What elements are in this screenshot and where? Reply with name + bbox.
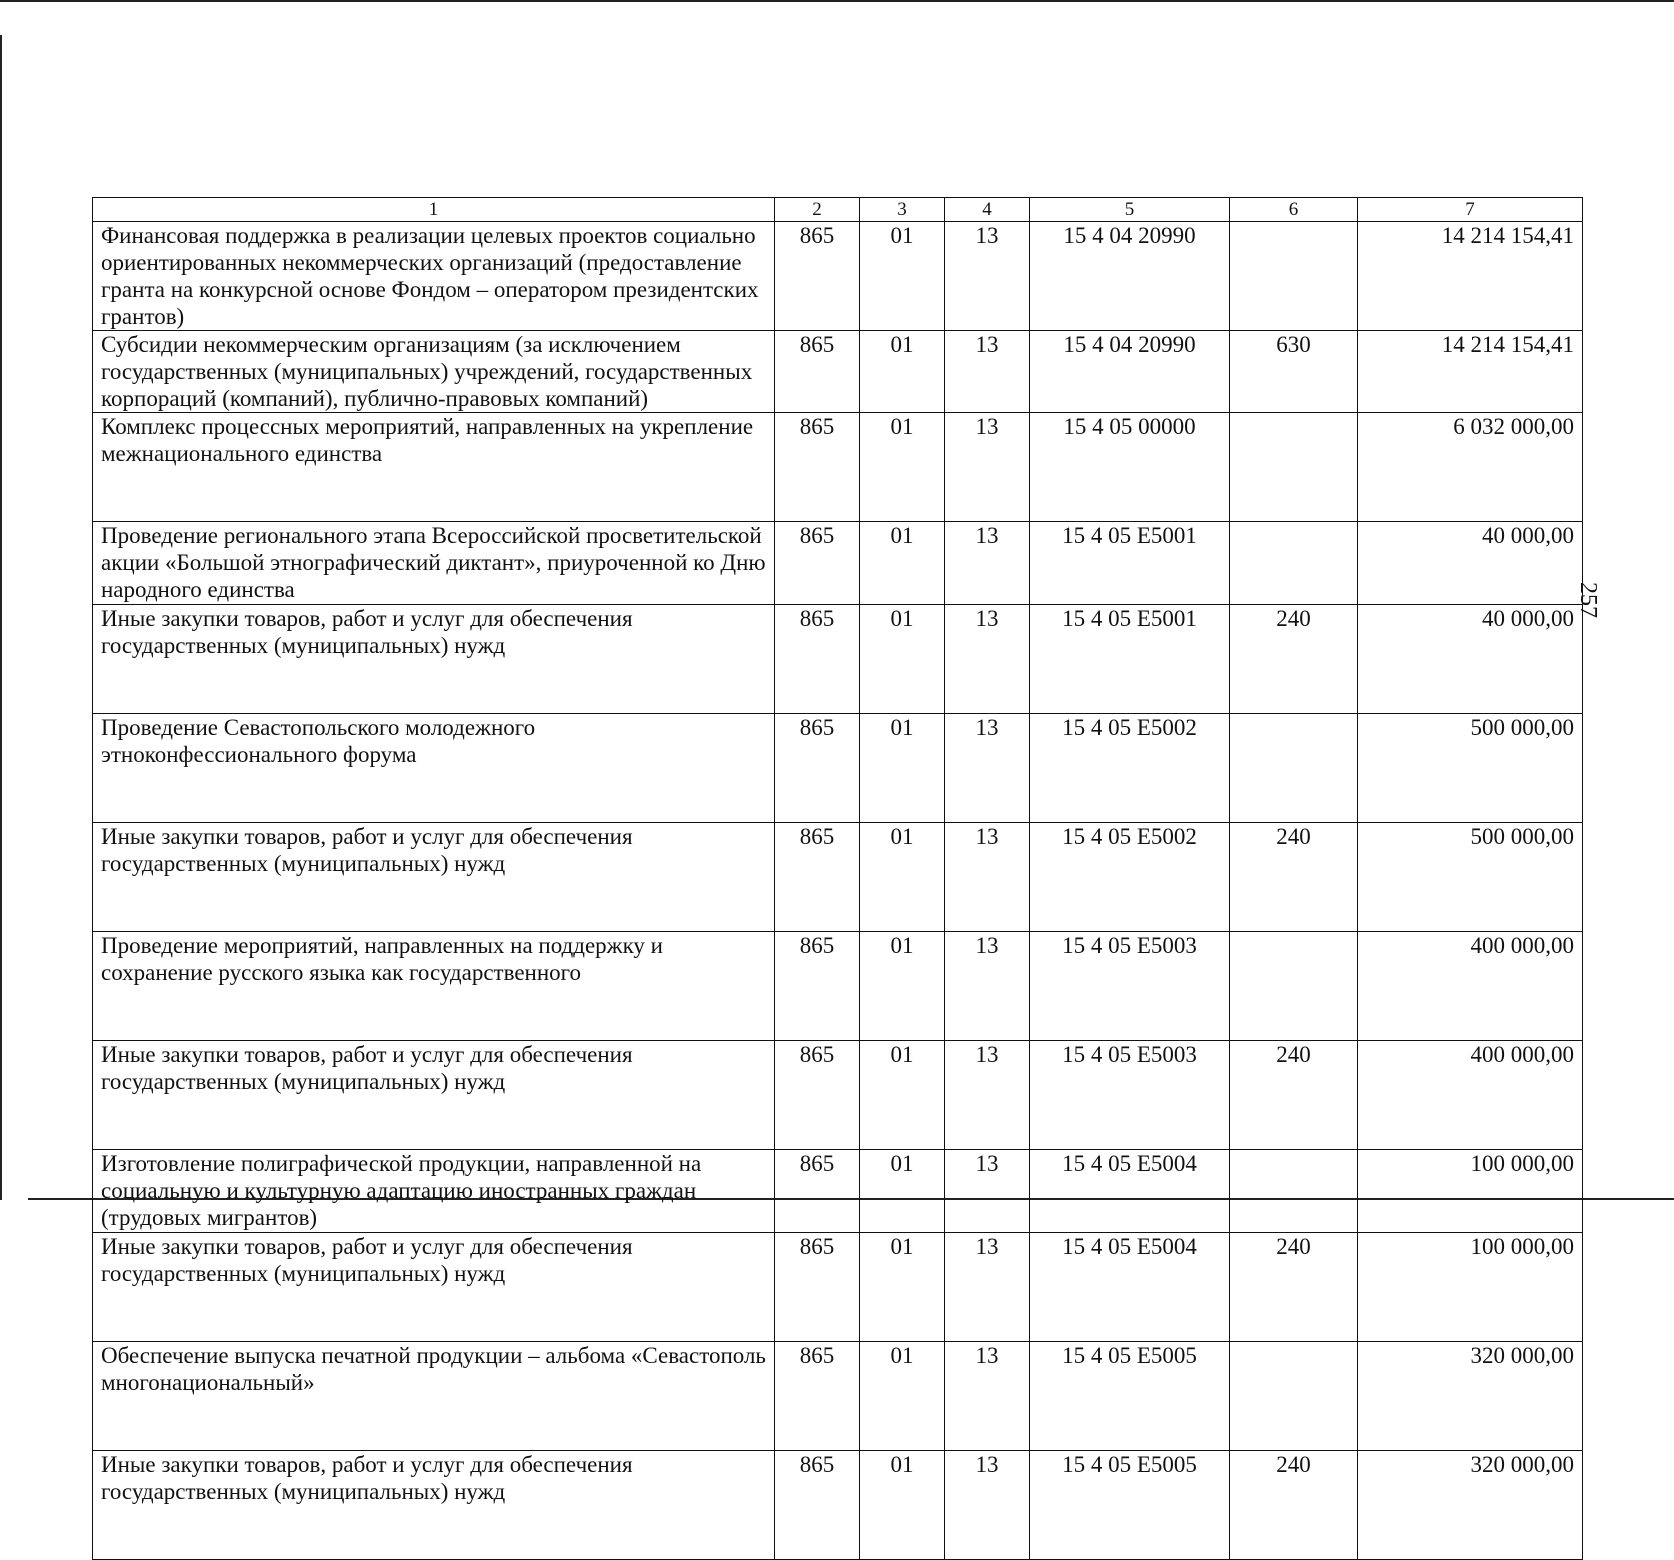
table-row [93, 1233, 1583, 1342]
expense-name-cell: Комплекс процессных мероприятий, направленных на укрепление межнационального единства [93, 413, 775, 522]
expense-type-cell: 240 [1230, 823, 1358, 932]
amount-cell: 500 000,00 [1358, 714, 1583, 823]
table-row [93, 331, 1583, 413]
amount-cell: 400 000,00 [1358, 932, 1583, 1041]
column-header: 2 [775, 198, 860, 222]
column-header: 3 [860, 198, 945, 222]
expense-type-cell [1230, 522, 1358, 605]
table-row [93, 605, 1583, 714]
subsection-code-cell: 13 [945, 413, 1030, 522]
column-header: 1 [93, 198, 775, 222]
section-code-cell: 01 [860, 222, 945, 331]
subsection-code-cell: 13 [945, 823, 1030, 932]
target-article-cell: 15 4 05 E5005 [1030, 1342, 1230, 1451]
expense-name-cell: Иные закупки товаров, работ и услуг для обеспечения государственных (муниципальных) нужд [93, 823, 775, 932]
page-number: 257 [1575, 582, 1601, 618]
expense-name-cell: Финансовая поддержка в реализации целевых проектов социально ориентированных некоммерческих организаций (предоставление гранта на конкурсной основе Фондом – оператором президентских грантов) [93, 222, 775, 331]
ministry-code-cell: 865 [775, 605, 860, 714]
table-row [93, 222, 1583, 331]
amount-cell: 14 214 154,41 [1358, 331, 1583, 413]
expense-name-cell: Изготовление полиграфической продукции, направленной на социальную и культурную адаптацию иностранных граждан (трудовых мигрантов) [93, 1150, 775, 1233]
expense-name-cell: Иные закупки товаров, работ и услуг для обеспечения государственных (муниципальных) нужд [93, 1041, 775, 1150]
section-code-cell: 01 [860, 1233, 945, 1342]
subsection-code-cell: 13 [945, 605, 1030, 714]
expense-type-cell [1230, 714, 1358, 823]
subsection-code-cell: 13 [945, 331, 1030, 413]
subsection-code-cell: 13 [945, 222, 1030, 331]
subsection-code-cell: 13 [945, 1451, 1030, 1560]
ministry-code-cell: 865 [775, 1150, 860, 1233]
budget-table [92, 197, 1583, 1560]
target-article-cell: 15 4 05 E5004 [1030, 1233, 1230, 1342]
section-code-cell: 01 [860, 1342, 945, 1451]
ministry-code-cell: 865 [775, 222, 860, 331]
section-code-cell: 01 [860, 413, 945, 522]
target-article-cell: 15 4 04 20990 [1030, 331, 1230, 413]
ministry-code-cell: 865 [775, 331, 860, 413]
section-code-cell: 01 [860, 1150, 945, 1233]
amount-cell: 320 000,00 [1358, 1451, 1583, 1560]
target-article-cell: 15 4 05 E5002 [1030, 714, 1230, 823]
expense-type-cell: 240 [1230, 1041, 1358, 1150]
table-row [93, 1342, 1583, 1451]
ministry-code-cell: 865 [775, 1342, 860, 1451]
expense-name-cell: Проведение Севастопольского молодежного этноконфессионального форума [93, 714, 775, 823]
ministry-code-cell: 865 [775, 1233, 860, 1342]
table-row [93, 932, 1583, 1041]
target-article-cell: 15 4 05 E5005 [1030, 1451, 1230, 1560]
target-article-cell: 15 4 04 20990 [1030, 222, 1230, 331]
column-header: 5 [1030, 198, 1230, 222]
subsection-code-cell: 13 [945, 1150, 1030, 1233]
column-header: 4 [945, 198, 1030, 222]
amount-cell: 100 000,00 [1358, 1233, 1583, 1342]
target-article-cell: 15 4 05 00000 [1030, 413, 1230, 522]
amount-cell: 500 000,00 [1358, 823, 1583, 932]
amount-cell: 400 000,00 [1358, 1041, 1583, 1150]
column-header: 7 [1358, 198, 1583, 222]
scan-edge-top [0, 0, 1674, 2]
ministry-code-cell: 865 [775, 522, 860, 605]
subsection-code-cell: 13 [945, 932, 1030, 1041]
section-code-cell: 01 [860, 331, 945, 413]
ministry-code-cell: 865 [775, 413, 860, 522]
subsection-code-cell: 13 [945, 522, 1030, 605]
table-row [93, 1041, 1583, 1150]
expense-type-cell [1230, 413, 1358, 522]
table-row [93, 823, 1583, 932]
target-article-cell: 15 4 05 E5001 [1030, 605, 1230, 714]
expense-type-cell: 240 [1230, 605, 1358, 714]
subsection-code-cell: 13 [945, 1041, 1030, 1150]
ministry-code-cell: 865 [775, 714, 860, 823]
section-code-cell: 01 [860, 1041, 945, 1150]
expense-type-cell [1230, 1342, 1358, 1451]
section-code-cell: 01 [860, 714, 945, 823]
section-code-cell: 01 [860, 605, 945, 714]
expense-type-cell [1230, 932, 1358, 1041]
expense-name-cell: Проведение регионального этапа Всероссийской просветительской акции «Большой этнографический диктант», приуроченной ко Дню народного единства [93, 522, 775, 605]
amount-cell: 14 214 154,41 [1358, 222, 1583, 331]
expense-type-cell: 240 [1230, 1451, 1358, 1560]
ministry-code-cell: 865 [775, 823, 860, 932]
table-row [93, 413, 1583, 522]
header-row [93, 198, 1583, 222]
table-row [93, 1150, 1583, 1233]
table-row [93, 714, 1583, 823]
subsection-code-cell: 13 [945, 1233, 1030, 1342]
subsection-code-cell: 13 [945, 1342, 1030, 1451]
expense-name-cell: Иные закупки товаров, работ и услуг для обеспечения государственных (муниципальных) нужд [93, 1451, 775, 1560]
section-code-cell: 01 [860, 932, 945, 1041]
target-article-cell: 15 4 05 E5004 [1030, 1150, 1230, 1233]
amount-cell: 40 000,00 [1358, 522, 1583, 605]
subsection-code-cell: 13 [945, 714, 1030, 823]
amount-cell: 100 000,00 [1358, 1150, 1583, 1233]
expense-type-cell: 240 [1230, 1233, 1358, 1342]
expense-name-cell: Иные закупки товаров, работ и услуг для обеспечения государственных (муниципальных) нужд [93, 605, 775, 714]
expense-name-cell: Проведение мероприятий, направленных на поддержку и сохранение русского языка как государственного [93, 932, 775, 1041]
table-row [93, 1451, 1583, 1560]
column-header: 6 [1230, 198, 1358, 222]
ministry-code-cell: 865 [775, 1451, 860, 1560]
section-code-cell: 01 [860, 522, 945, 605]
ministry-code-cell: 865 [775, 1041, 860, 1150]
amount-cell: 6 032 000,00 [1358, 413, 1583, 522]
target-article-cell: 15 4 05 E5003 [1030, 932, 1230, 1041]
ministry-code-cell: 865 [775, 932, 860, 1041]
scan-edge-left [0, 35, 2, 1200]
target-article-cell: 15 4 05 E5003 [1030, 1041, 1230, 1150]
target-article-cell: 15 4 05 E5002 [1030, 823, 1230, 932]
expense-name-cell: Иные закупки товаров, работ и услуг для обеспечения государственных (муниципальных) нужд [93, 1233, 775, 1342]
expense-type-cell: 630 [1230, 331, 1358, 413]
section-code-cell: 01 [860, 1451, 945, 1560]
expense-type-cell [1230, 1150, 1358, 1233]
amount-cell: 320 000,00 [1358, 1342, 1583, 1451]
amount-cell: 40 000,00 [1358, 605, 1583, 714]
target-article-cell: 15 4 05 E5001 [1030, 522, 1230, 605]
expense-name-cell: Обеспечение выпуска печатной продукции – альбома «Севастополь многонациональный» [93, 1342, 775, 1451]
table-row [93, 522, 1583, 605]
expense-name-cell: Субсидии некоммерческим организациям (за исключением государственных (муниципальных) учреждений, государственных корпораций (компаний), публично-правовых компаний) [93, 331, 775, 413]
expense-type-cell [1230, 222, 1358, 331]
section-code-cell: 01 [860, 823, 945, 932]
